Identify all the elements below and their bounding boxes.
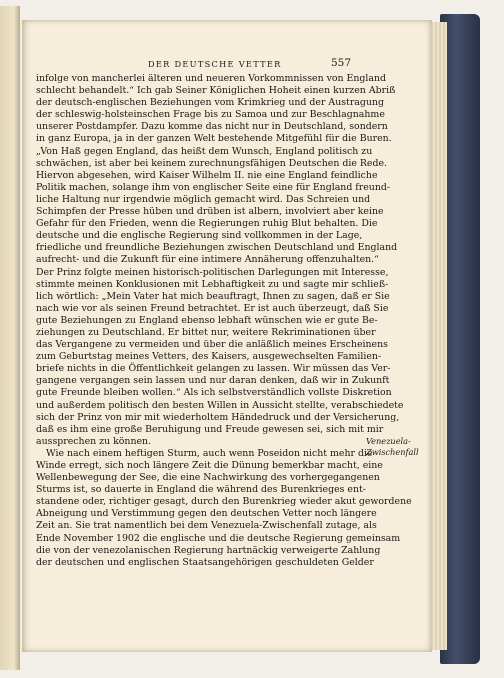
text-line: das Vergangene zu vermeiden und über die anläßlich meines Erscheinens	[36, 339, 388, 351]
text-line: in ganz Europa, ja in der ganzen Welt bestehende Mitgefühl für die Buren.	[36, 133, 392, 145]
text-line: briefe nichts in die Öffentlichkeit gelangen zu lassen. Wir müssen das Ver-	[36, 363, 391, 375]
text-line: friedliche und freundliche Beziehungen zwischen Deutschland und England	[36, 242, 398, 254]
text-line: der schleswig-holsteinschen Frage bis zu Samoa und zur Beschlagnahme	[36, 109, 385, 121]
text-line: Gefahr für den Frieden, wenn die Regierungen ruhig Blut behalten. Die	[36, 218, 378, 230]
text-line: deutsche und die englische Regierung sind vollkommen in der Lage,	[36, 230, 363, 242]
text-line: aussprechen zu können.	[36, 435, 152, 447]
page-number: 557	[331, 57, 352, 69]
text-line: und außerdem politisch den besten Willen in Aussicht stellte, verabschiedete	[36, 399, 404, 411]
text-line: nach wie vor als seinen Freund betrachtet. Er ist auch überzeugt, daß Sie	[36, 302, 389, 314]
text-line: „Von Haß gegen England, das heißt dem Wunsch, England politisch zu	[36, 145, 373, 157]
text-line: gangene vergangen sein lassen und nur daran denken, daß wir in Zukunft	[36, 375, 390, 387]
text-line: sich der Prinz von mir mit wiederholtem Händedruck und der Versicherung,	[36, 411, 400, 423]
text-line: Winde erregt, sich noch längere Zeit die Dünung bemerkbar macht, eine	[36, 460, 383, 471]
text-line: Wie nach einem heftigen Sturm, auch wenn Poseidon nicht mehr die	[46, 447, 373, 459]
text-line: ziehungen zu Deutschland. Er bittet nur, weitere Rekriminationen über	[36, 326, 376, 338]
running-title: DER DEUTSCHE VETTER	[148, 59, 282, 69]
text-line: unserer Postdampfer. Dazu komme das nicht nur in Deutschland, sondern	[36, 121, 388, 133]
text-line: schlecht behandelt.“ Ich gab Seiner Königlichen Hoheit einen kurzen Abriß	[36, 85, 396, 97]
text-line: Zeit an. Sie trat namentlich bei dem Venezuela-Zwischenfall zutage, als	[36, 520, 377, 532]
text-line: daß es ihm eine große Beruhigung und Freude gewesen sei, sich mit mir	[36, 423, 384, 435]
text-line: Abneigung und Verstimmung gegen den deutschen Vetter noch längere	[36, 508, 377, 520]
text-line: zum Geburtstag meines Vetters, des Kaisers, ausgewechselten Familien-	[36, 351, 382, 363]
text-line: gute Freunde bleiben wollen.“ Als ich selbstverständlich vollste Diskretion	[36, 387, 392, 399]
text-line: Wellenbewegung der See, die eine Nachwirkung des vorhergegangenen	[36, 472, 380, 484]
margin-note	[366, 436, 430, 457]
text-line: aufrecht- und die Zukunft für eine intimere Annäherung offenzuhalten.“	[36, 254, 379, 266]
text-line: der deutsch-englischen Beziehungen vom Krimkrieg und der Austragung	[36, 97, 384, 109]
text-line: die von der venezolanischen Regierung hartnäckig verweigerte Zahlung	[36, 544, 381, 556]
text-line: Politik machen, solange ihm von englischer Seite eine für England freund-	[36, 181, 391, 193]
text-line: infolge von mancherlei älteren und neueren Vorkommnissen von England	[36, 73, 387, 84]
body-text	[36, 73, 412, 569]
text-line: Sturms ist, so dauerte in England die während des Burenkrieges ent-	[36, 484, 366, 496]
facing-page-edge	[0, 6, 20, 670]
text-line: gute Beziehungen zu England ebenso lebhaft wünschen wie er gute Be-	[36, 314, 378, 326]
margin-note-line: Venezuela-	[366, 436, 411, 446]
text-line: lich wörtlich: „Mein Vater hat mich beauftragt, Ihnen zu sagen, daß er Sie	[36, 290, 390, 302]
text-line: schwächen, ist aber bei keinem zurechnungsfähigen Deutschen die Rede.	[36, 157, 387, 169]
text-line: stimmte meinen Konklusionen mit Lebhaftigkeit zu und sagte mir schließ-	[36, 278, 389, 290]
margin-note-line: Zwischenfall	[366, 446, 419, 457]
text-line: Der Prinz folgte meinen historisch-politischen Darlegungen mit Interesse,	[36, 266, 389, 278]
text-line: der deutschen und englischen Staatsangehörigen geschuldeten Gelder	[36, 556, 374, 568]
text-line: Ende November 1902 die englische und die deutsche Regierung gemeinsam	[36, 532, 401, 544]
text-line: Schimpfen der Presse hüben und drüben ist albern, involviert aber keine	[36, 206, 384, 218]
text-line: liche Haltung nur irgendwie möglich gemacht wird. Das Schreien und	[36, 193, 371, 205]
text-line: standene oder, richtiger gesagt, durch den Burenkrieg wieder akut gewordene	[36, 496, 412, 508]
text-line: Hiervon abgesehen, wird Kaiser Wilhelm II. nie eine England feindliche	[36, 169, 378, 181]
